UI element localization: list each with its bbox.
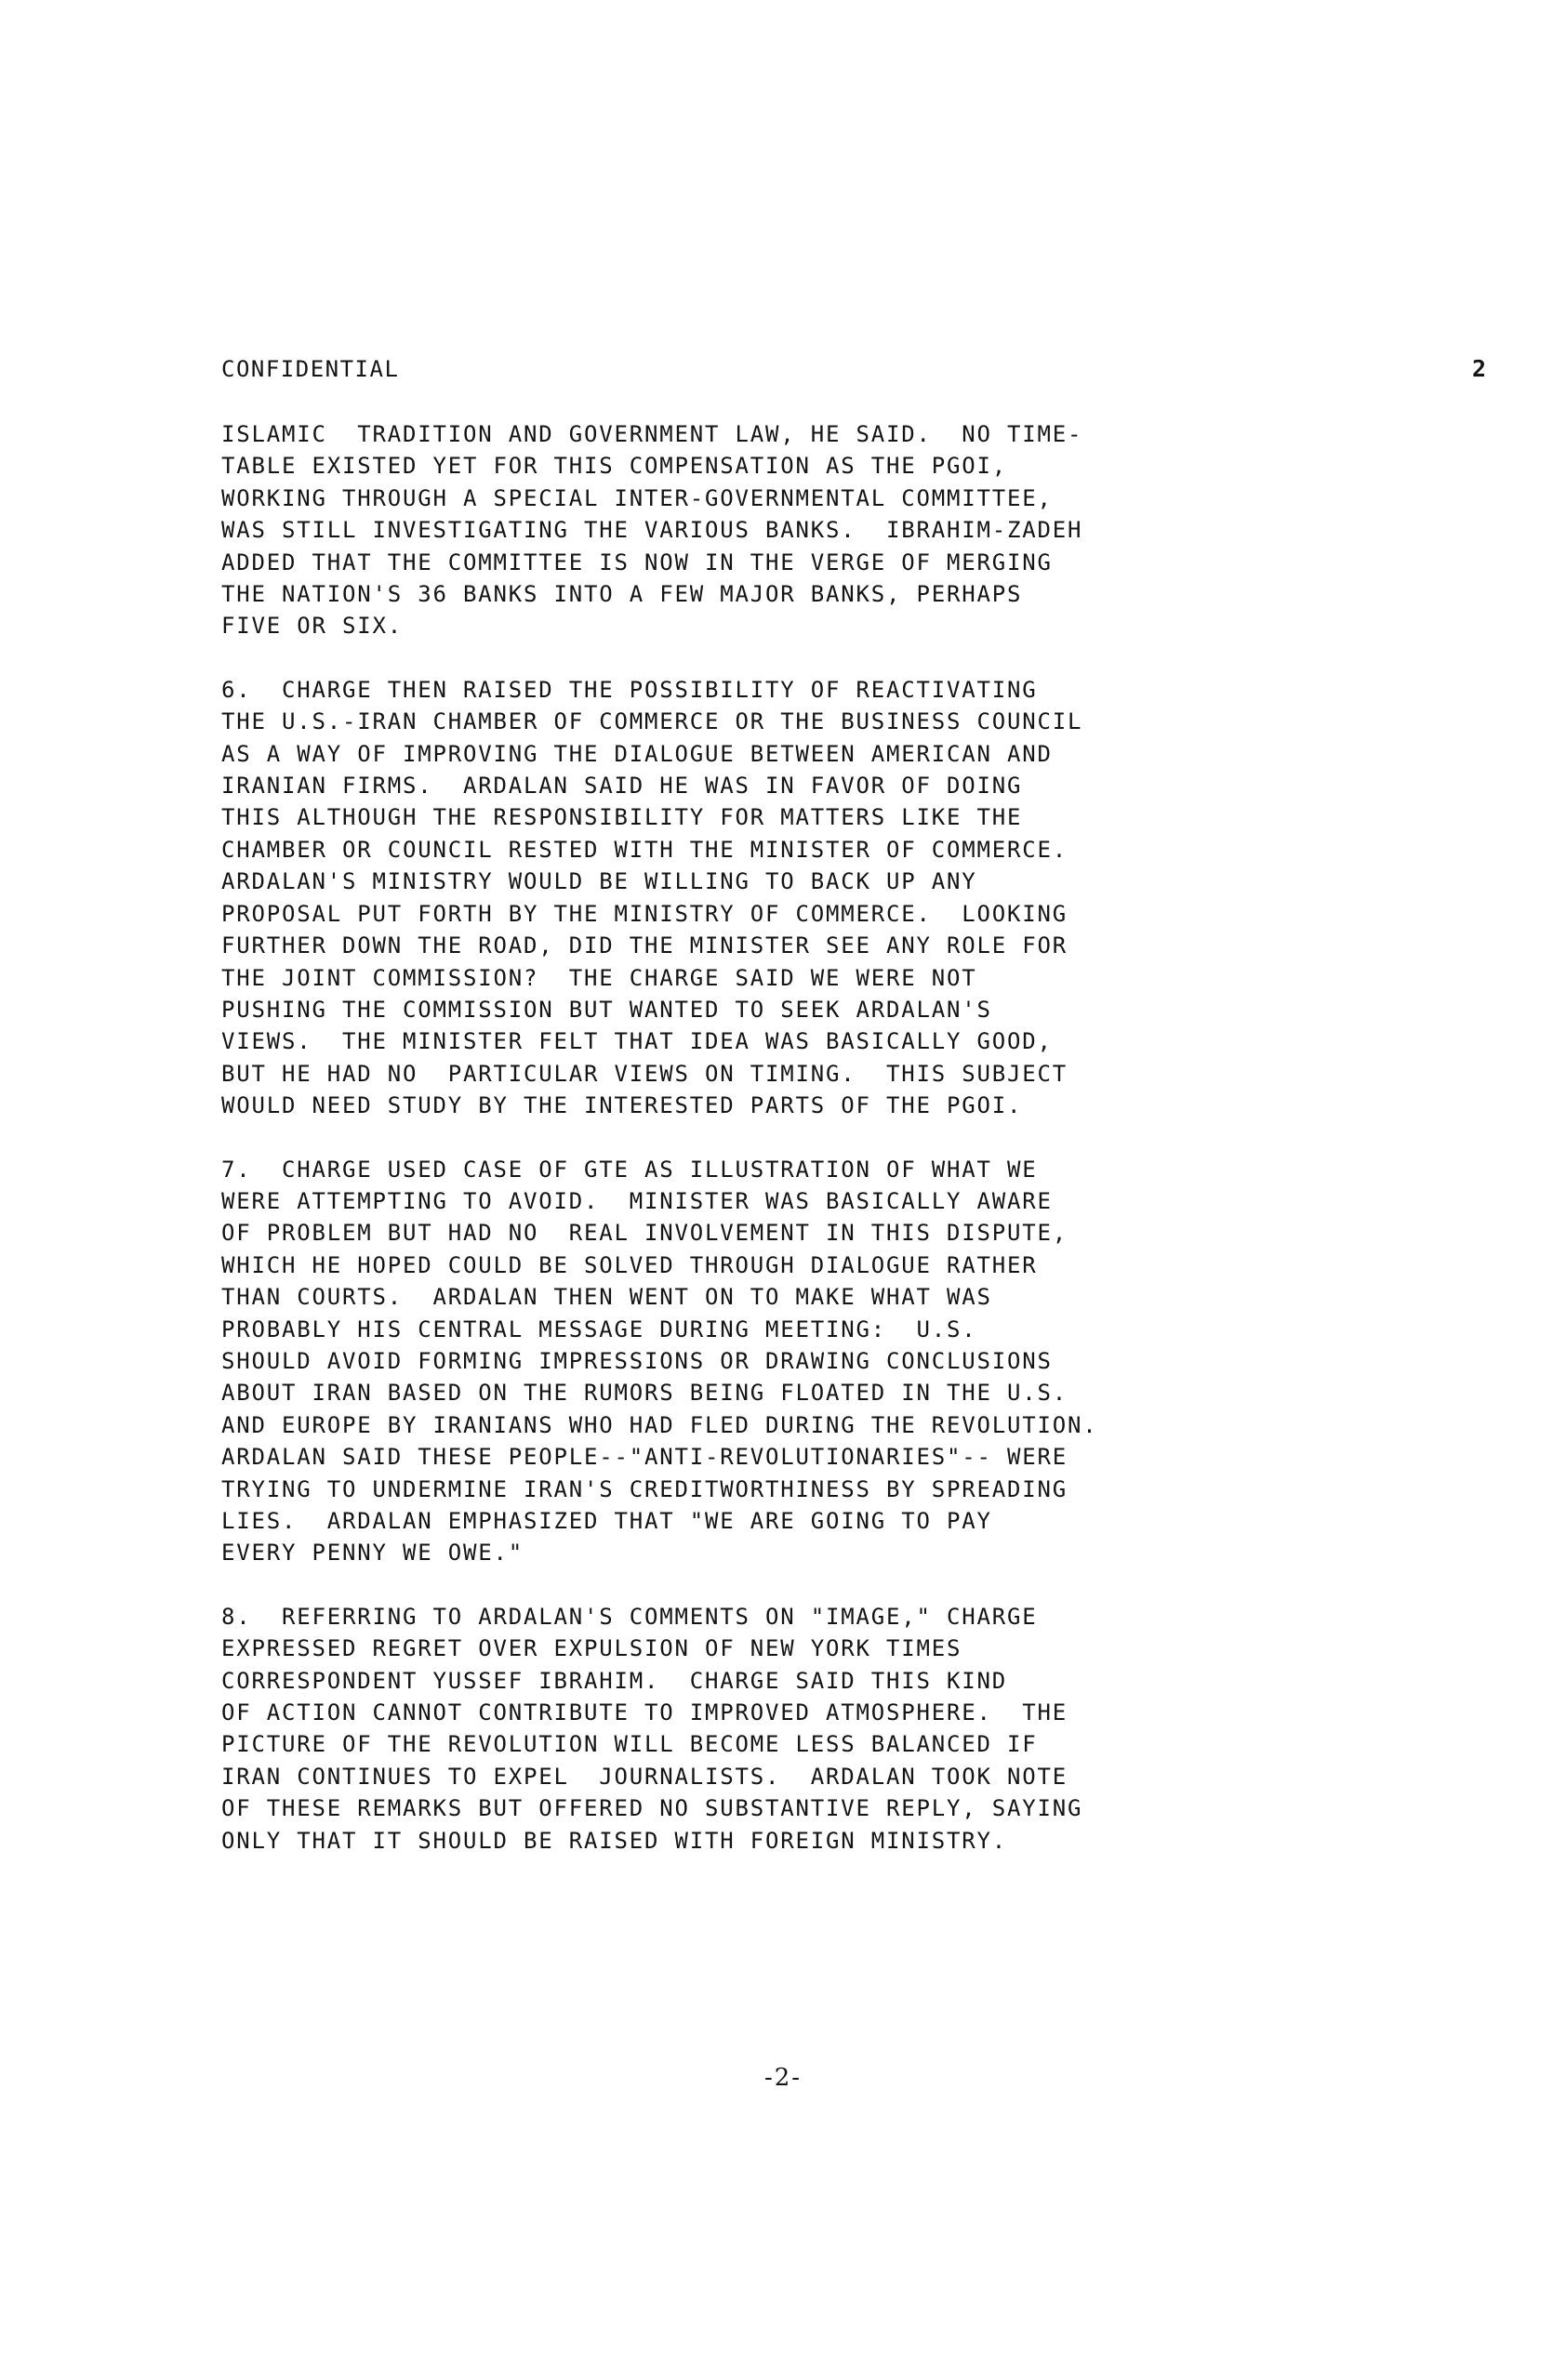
text-line: WHICH HE HOPED COULD BE SOLVED THROUGH DIALOGUE RATHER [221, 1251, 1038, 1278]
text-line: EVERY PENNY WE OWE." [221, 1540, 524, 1567]
text-line: IRAN CONTINUES TO EXPEL JOURNALISTS. ARDALAN TOOK NOTE [221, 1763, 1068, 1790]
text-line: SHOULD AVOID FORMING IMPRESSIONS OR DRAWING CONCLUSIONS [221, 1347, 1053, 1374]
text-line: EXPRESSED REGRET OVER EXPULSION OF NEW YORK TIMES [221, 1635, 962, 1662]
text-line: 8. REFERRING TO ARDALAN'S COMMENTS ON "IMAGE," CHARGE [221, 1603, 1038, 1630]
text-line: ISLAMIC TRADITION AND GOVERNMENT LAW, HE SAID. NO TIME- [221, 421, 1083, 447]
paragraph-8 [221, 1601, 1374, 1857]
text-line: TABLE EXISTED YET FOR THIS COMPENSATION AS THE PGOI, [221, 453, 1007, 480]
text-line: PICTURE OF THE REVOLUTION WILL BECOME LESS BALANCED IF [221, 1731, 1038, 1758]
text-line: OF PROBLEM BUT HAD NO REAL INVOLVEMENT IN THIS DISPUTE, [221, 1220, 1068, 1247]
text-line: ADDED THAT THE COMMITTEE IS NOW IN THE VERGE OF MERGING [221, 549, 1053, 575]
text-line: ARDALAN'S MINISTRY WOULD BE WILLING TO BACK UP ANY [221, 868, 977, 895]
paragraph-6 [221, 674, 1374, 1122]
text-line: BUT HE HAD NO PARTICULAR VIEWS ON TIMING. THIS SUBJECT [221, 1060, 1068, 1087]
document-body [221, 418, 1374, 1888]
text-line: ARDALAN SAID THESE PEOPLE--"ANTI-REVOLUTIONARIES"-- WERE [221, 1444, 1068, 1471]
footer-page-number: -2- [763, 2064, 803, 2092]
text-line: CHAMBER OR COUNCIL RESTED WITH THE MINISTER OF COMMERCE. [221, 836, 1068, 863]
text-line: 7. CHARGE USED CASE OF GTE AS ILLUSTRATION OF WHAT WE [221, 1156, 1038, 1183]
text-line: THE NATION'S 36 BANKS INTO A FEW MAJOR BANKS, PERHAPS [221, 581, 1023, 608]
text-line: OF THESE REMARKS BUT OFFERED NO SUBSTANTIVE REPLY, SAYING [221, 1795, 1083, 1822]
text-line: WORKING THROUGH A SPECIAL INTER-GOVERNMENTAL COMMITTEE, [221, 484, 1053, 511]
text-line: THE JOINT COMMISSION? THE CHARGE SAID WE WERE NOT [221, 964, 977, 991]
text-line: OF ACTION CANNOT CONTRIBUTE TO IMPROVED ATMOSPHERE. THE [221, 1699, 1068, 1726]
text-line: THE U.S.-IRAN CHAMBER OF COMMERCE OR THE BUSINESS COUNCIL [221, 708, 1083, 735]
page-header [221, 353, 1486, 390]
text-line: THIS ALTHOUGH THE RESPONSIBILITY FOR MATTERS LIKE THE [221, 804, 1023, 831]
text-line: 6. CHARGE THEN RAISED THE POSSIBILITY OF REACTIVATING [221, 676, 1038, 703]
text-line: ABOUT IRAN BASED ON THE RUMORS BEING FLOATED IN THE U.S. [221, 1380, 1068, 1407]
text-line: FURTHER DOWN THE ROAD, DID THE MINISTER SEE ANY ROLE FOR [221, 932, 1068, 959]
text-line: TRYING TO UNDERMINE IRAN'S CREDITWORTHINESS BY SPREADING [221, 1475, 1068, 1502]
text-line: ONLY THAT IT SHOULD BE RAISED WITH FOREIGN MINISTRY. [221, 1827, 1007, 1854]
classification-marking: CONFIDENTIAL [221, 356, 400, 382]
text-line: WAS STILL INVESTIGATING THE VARIOUS BANKS. IBRAHIM-ZADEH [221, 517, 1083, 544]
text-line: PUSHING THE COMMISSION BUT WANTED TO SEEK ARDALAN'S [221, 996, 992, 1023]
paragraph-continuation [221, 418, 1374, 642]
text-line: PROBABLY HIS CENTRAL MESSAGE DURING MEETING: U.S. [221, 1316, 977, 1342]
text-line: FIVE OR SIX. [221, 613, 403, 640]
text-line: LIES. ARDALAN EMPHASIZED THAT "WE ARE GOING TO PAY [221, 1508, 992, 1534]
page-number: 2 [1471, 355, 1486, 382]
text-line: PROPOSAL PUT FORTH BY THE MINISTRY OF COMMERCE. LOOKING [221, 900, 1068, 927]
text-line: CORRESPONDENT YUSSEF IBRAHIM. CHARGE SAID THIS KIND [221, 1667, 1007, 1694]
paragraph-7 [221, 1154, 1374, 1569]
text-line: WOULD NEED STUDY BY THE INTERESTED PARTS OF THE PGOI. [221, 1092, 1023, 1119]
text-line: VIEWS. THE MINISTER FELT THAT IDEA WAS BASICALLY GOOD, [221, 1028, 1053, 1055]
text-line: AS A WAY OF IMPROVING THE DIALOGUE BETWEEN AMERICAN AND [221, 740, 1053, 767]
text-line: AND EUROPE BY IRANIANS WHO HAD FLED DURING THE REVOLUTION. [221, 1411, 1098, 1438]
text-line: THAN COURTS. ARDALAN THEN WENT ON TO MAKE WHAT WAS [221, 1284, 992, 1311]
text-line: IRANIAN FIRMS. ARDALAN SAID HE WAS IN FAVOR OF DOING [221, 773, 1023, 800]
text-line: WERE ATTEMPTING TO AVOID. MINISTER WAS BASICALLY AWARE [221, 1187, 1053, 1214]
